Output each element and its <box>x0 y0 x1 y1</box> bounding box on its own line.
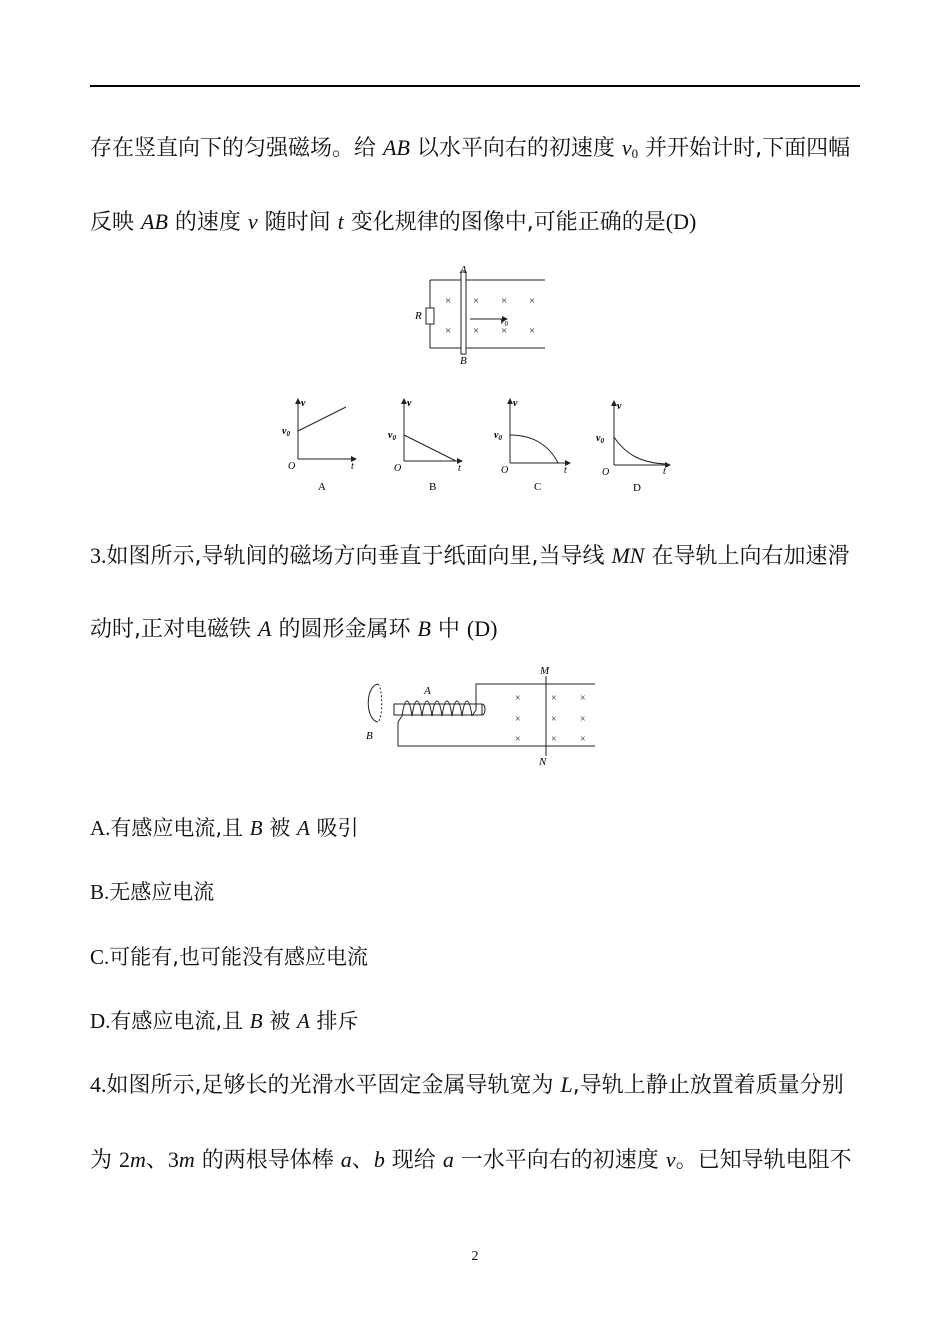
axis-v-label: v <box>407 398 412 409</box>
q3-line-2: 动时,正对电磁铁 A 的圆形金属环 B 中 (D) <box>90 616 498 642</box>
axis-t-label: t <box>351 461 354 472</box>
q3-option-c: C.可能有,也可能没有感应电流 <box>90 945 368 969</box>
label-n: N <box>539 756 547 768</box>
axis-v-label: v <box>301 398 306 409</box>
q3-option-b: B.无感应电流 <box>90 880 215 904</box>
field-mark: × <box>580 693 586 704</box>
q4-line-2: 为 2m、3m 的两根导体棒 a、b 现给 a 一水平向右的初速度 v。已知导轨电阻不 <box>90 1147 852 1173</box>
q2-vt-graphs <box>280 395 680 497</box>
label-a: A <box>460 264 467 276</box>
graph-caption: B <box>429 481 437 493</box>
graph-b-curve <box>404 435 456 461</box>
resistor-symbol <box>426 308 434 324</box>
label-a: A <box>424 685 431 697</box>
label-b: B <box>460 355 467 367</box>
graph-caption: C <box>534 481 542 493</box>
field-mark: × <box>529 295 536 307</box>
v0-label: $v_0$ <box>494 430 502 442</box>
graph-a-curve <box>298 407 346 431</box>
field-mark: × <box>473 325 480 337</box>
q3-line-1: 3.如图所示,导轨间的磁场方向垂直于纸面向里,当导线 MN 在导轨上向右加速滑 <box>90 543 850 569</box>
q2-rail-figure <box>410 262 560 370</box>
field-mark: × <box>551 714 557 725</box>
ring-b <box>368 684 378 722</box>
field-mark: × <box>473 295 480 307</box>
q3-electromagnet-figure <box>358 664 598 772</box>
iron-core <box>394 704 482 715</box>
q3-option-a: A.有感应电流,且 B 被 A 吸引 <box>90 816 359 840</box>
q2-answer: (D) <box>665 209 697 234</box>
axis-v-label: v <box>617 401 622 412</box>
graph-c-curve <box>510 435 558 463</box>
page-number: 2 <box>471 1249 479 1264</box>
field-mark: × <box>501 295 508 307</box>
field-mark: × <box>580 714 586 725</box>
field-mark: × <box>515 714 521 725</box>
label-b: B <box>366 730 373 742</box>
field-mark: × <box>515 693 521 704</box>
origin-label: O <box>394 463 402 474</box>
graph-d <box>596 401 670 494</box>
q4-line-1: 4.如图所示,足够长的光滑水平固定金属导轨宽为 L,导轨上静止放置着质量分别 <box>90 1072 844 1098</box>
graph-b <box>388 398 462 493</box>
field-mark: × <box>529 325 536 337</box>
label-v0: $v_0$ <box>500 316 508 328</box>
q3-answer: (D) <box>466 616 498 641</box>
graph-a <box>282 398 356 493</box>
axis-v-label: v <box>513 398 518 409</box>
field-mark: × <box>501 325 508 337</box>
field-mark: × <box>445 325 452 337</box>
q2-line-2: 反映 AB 的速度 v 随时间 t 变化规律的图像中,可能正确的是(D) <box>90 209 697 235</box>
q3-option-d: D.有感应电流,且 B 被 A 排斥 <box>90 1009 359 1033</box>
field-mark: × <box>445 295 452 307</box>
v0-label: $v_0$ <box>596 433 604 445</box>
rod-ab <box>461 272 466 354</box>
graph-d-curve <box>614 437 666 464</box>
label-r: R <box>415 310 422 322</box>
field-mark: × <box>515 734 521 745</box>
graph-caption: D <box>633 482 641 494</box>
graph-caption: A <box>318 481 326 493</box>
origin-label: O <box>288 461 296 472</box>
axis-t-label: t <box>564 465 567 476</box>
axis-t-label: t <box>458 463 461 474</box>
v0-label: $v_0$ <box>388 430 396 442</box>
origin-label: O <box>602 467 610 478</box>
header-rule <box>90 85 860 87</box>
field-mark: × <box>551 734 557 745</box>
graph-c <box>494 398 570 493</box>
origin-label: O <box>501 465 509 476</box>
axis-t-label: t <box>663 466 666 477</box>
field-mark: × <box>551 693 557 704</box>
v0-label: $v_0$ <box>282 426 290 438</box>
field-mark: × <box>580 734 586 745</box>
label-m: M <box>540 665 550 677</box>
q2-line-1: 存在竖直向下的匀强磁场。给 AB 以水平向右的初速度 $v_0$ 并开始计时,下面四幅 <box>90 135 851 161</box>
